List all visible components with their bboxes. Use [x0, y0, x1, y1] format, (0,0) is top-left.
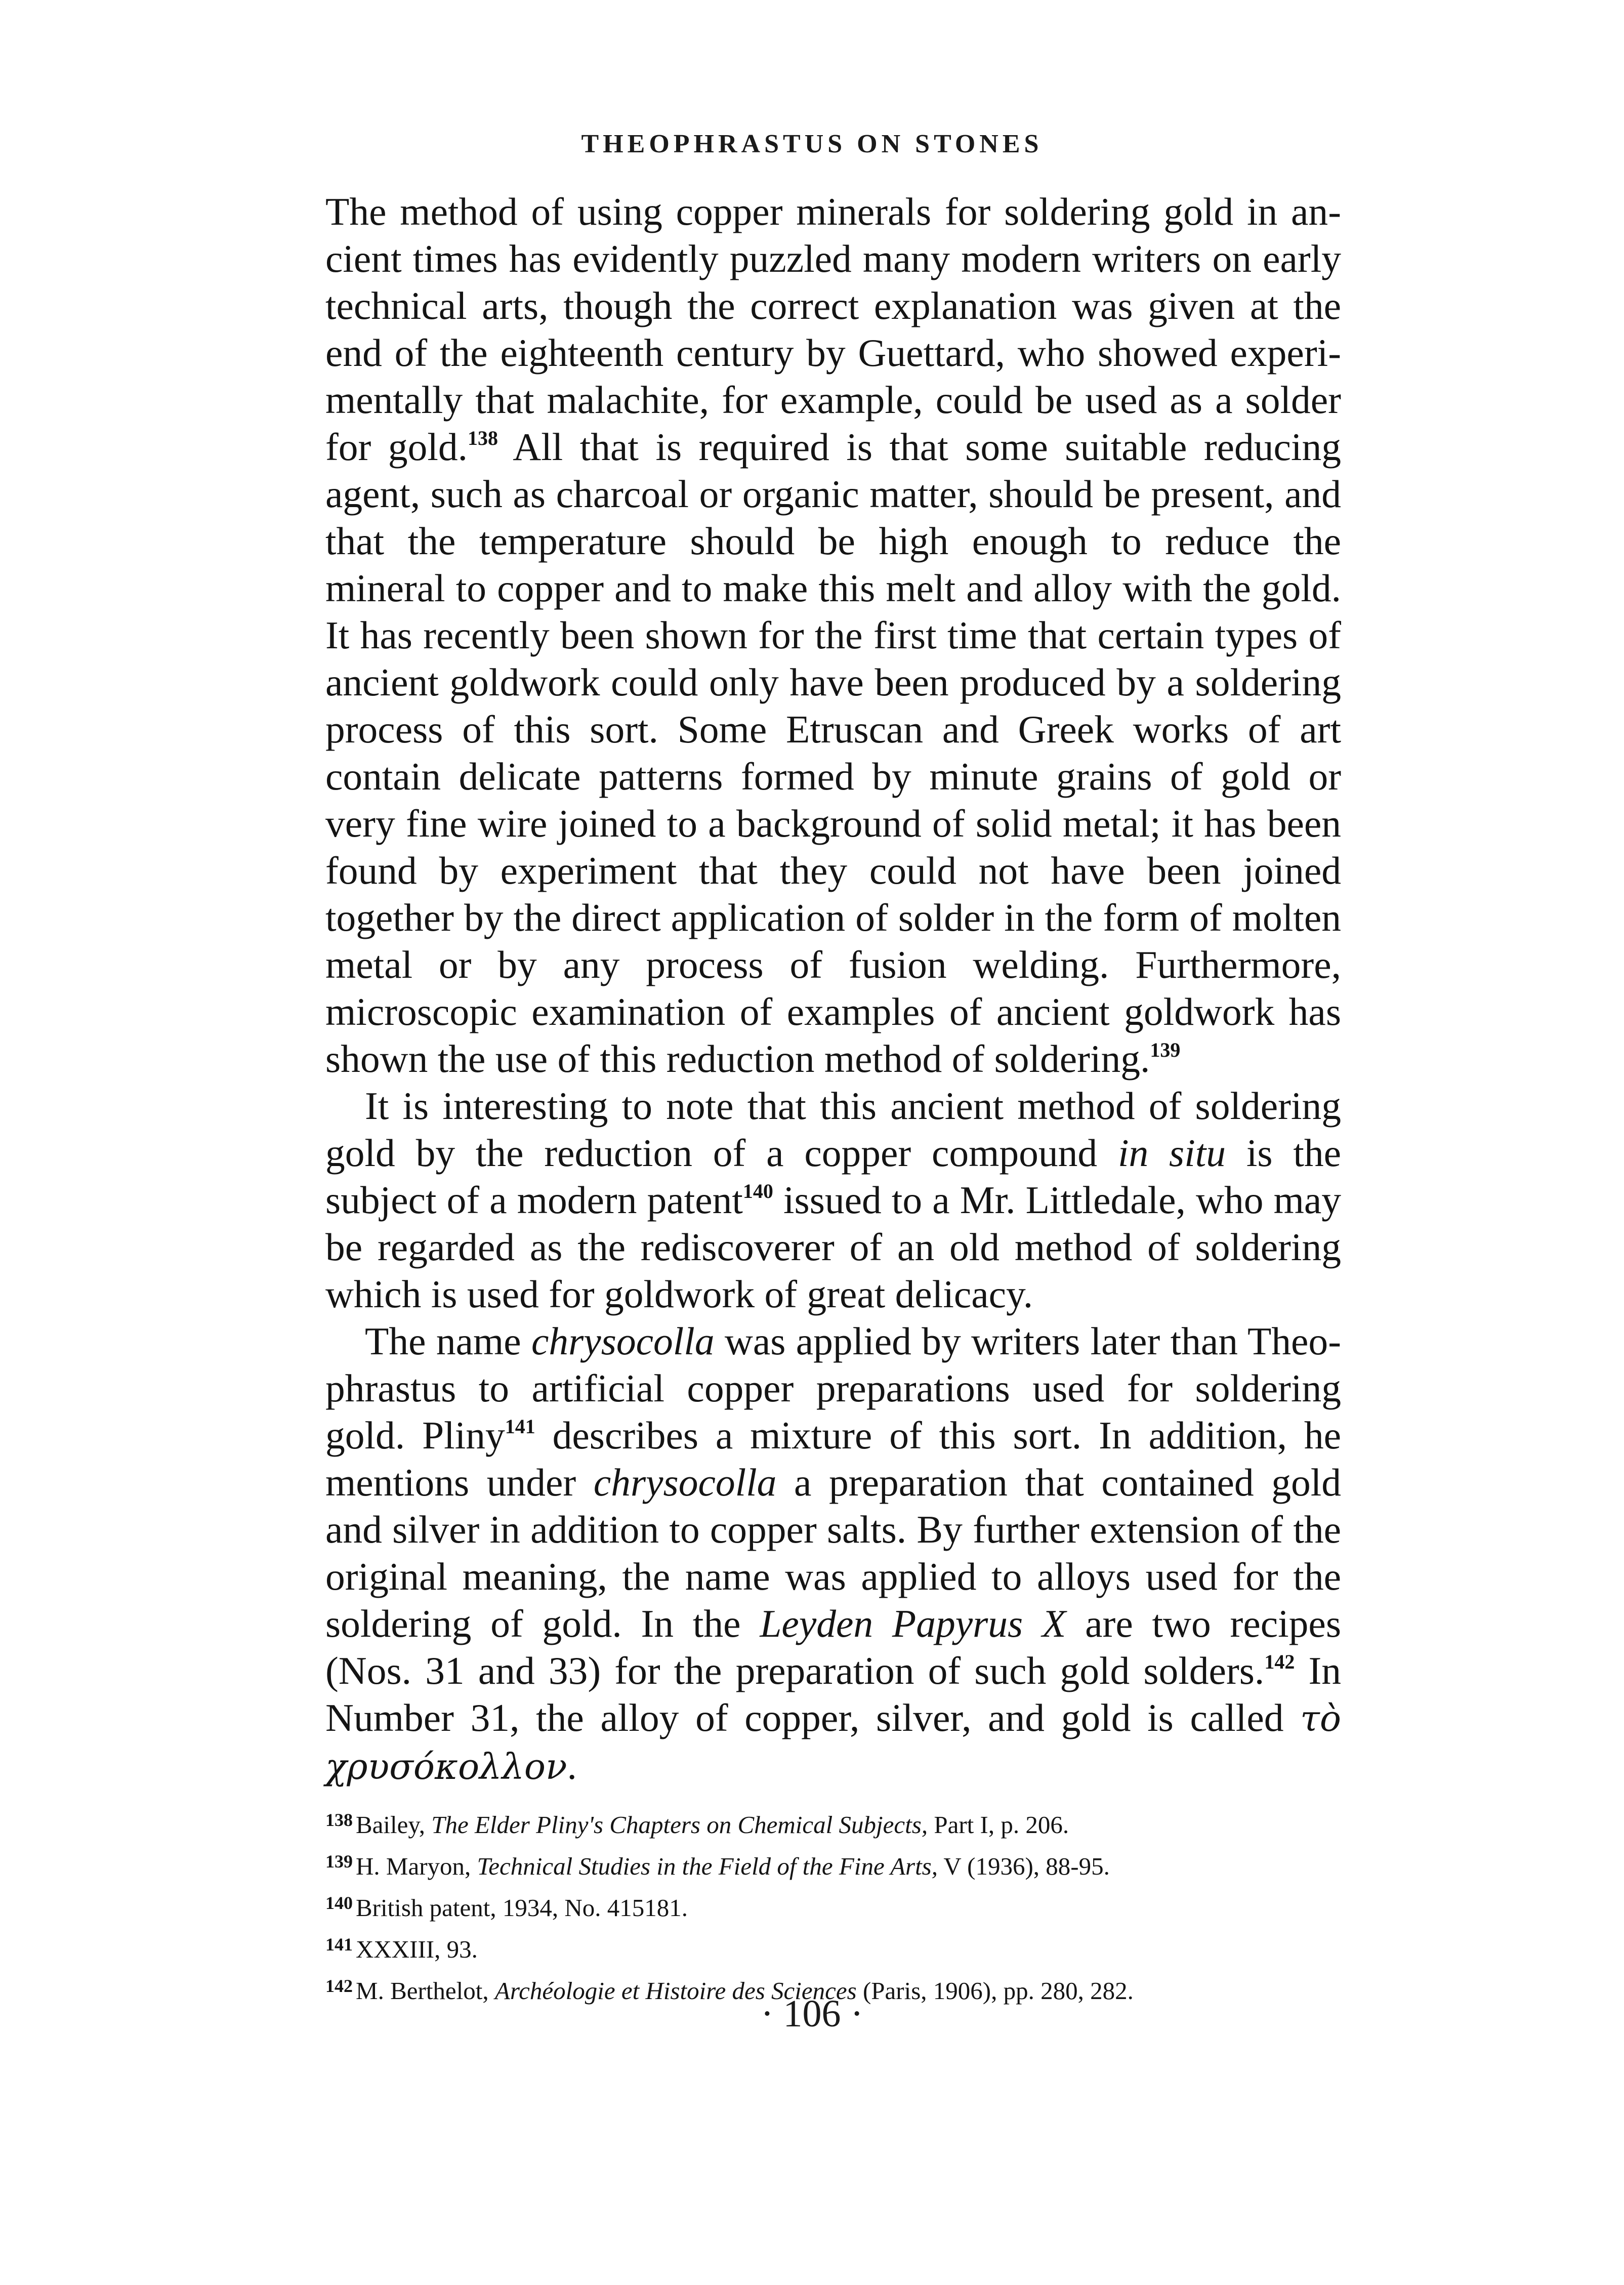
text-run: issued to a Mr. Littledale, who may be regarded as the rediscoverer of an old method of soldering which is used for goldwork of great delicacy.: [325, 1178, 1341, 1316]
footnote-text: Bailey,: [356, 1811, 432, 1839]
body-text: [325, 188, 1341, 1791]
footnote-139: [325, 1843, 1341, 1885]
footnote-text: (Paris, 1906), pp. 280, 282.: [856, 1977, 1134, 2005]
footnote-title: The Elder Pliny's Chapters on Chemical Subjects,: [431, 1811, 928, 1839]
italic-term: chrysocolla: [531, 1319, 715, 1363]
italic-term: in situ: [1117, 1131, 1226, 1175]
text-run: a preparation that contained gold and silver in addition to copper salts. By further extension of the original meaning, the name was applied to alloys used for the soldering of gold. In the: [325, 1461, 1341, 1645]
footnote-ref-138: 138: [468, 427, 498, 449]
footnote-ref-141: 141: [505, 1415, 535, 1438]
footnote-text: British patent, 1934, No. 415181.: [356, 1894, 688, 1922]
footnote-title: Archéologie et Histoire des Sciences: [494, 1977, 857, 2005]
footnote-text: M. Berthelot,: [356, 1977, 495, 2005]
footnote-138: [325, 1802, 1341, 1843]
footnote-ref-140: 140: [742, 1180, 773, 1202]
footnote-number: 142: [325, 1976, 353, 1996]
italic-title: Leyden Papyrus X: [760, 1602, 1066, 1645]
paragraph-1: [325, 188, 1341, 1083]
footnote-text: Part I, p. 206.: [928, 1811, 1069, 1839]
italic-term: chrysocolla: [593, 1461, 777, 1504]
footnote-number: 141: [325, 1934, 353, 1955]
text-run: The method of using copper minerals for soldering gold in ancient times has evidently puzzled many modern writers on early technical arts, though the correct explanation was given at the end of the eighteenth century by Guettard, who showed experimentally that malachite, for example, could be used as a solder for gold.: [325, 190, 1341, 469]
text-run: It is interesting to note that this ancient method of soldering gold by the reduction of a copper compound: [325, 1084, 1341, 1175]
paragraph-2: [325, 1083, 1341, 1318]
footnote-text: H. Maryon,: [356, 1852, 477, 1880]
footnote-number: 140: [325, 1893, 353, 1913]
footnote-text: V (1936), 88-95.: [938, 1852, 1110, 1880]
running-head: THEOPHRASTUS ON STONES: [581, 130, 1043, 158]
footnote-140: [325, 1885, 1341, 1926]
text-run: In Number 31, the alloy of copper, silver, and gold is called: [325, 1649, 1341, 1739]
text-run: was applied by writers later than Theophrastus to artificial copper preparations used for soldering gold. Pliny: [325, 1319, 1341, 1457]
footnote-ref-139: 139: [1150, 1038, 1181, 1061]
text-run: All that is required is that some suitable reducing agent, such as charcoal or organic matter, should be present, and that the temperature should be high enough to reduce the mineral to copper and to make this melt and alloy with the gold. It has recently been shown for the first time that certain types of ancient goldwork could only have been produced by a soldering process of this sort. Some Etruscan and Greek works of art contain delicate patterns formed by minute grains of gold or very fine wire joined to a background of solid metal; it has been found by experiment that they could not have been joined together by the direct application of solder in the form of molten metal or by any process of fusion welding. Furthermore, microscopic examination of examples of ancient goldwork has shown the use of this reduction method of soldering.: [325, 425, 1341, 1081]
footnote-title: Technical Studies in the Field of the Fine Arts,: [477, 1852, 938, 1880]
footnote-ref-142: 142: [1264, 1650, 1295, 1673]
text-run: describes a mixture of this sort. In addition, he mentions under: [325, 1414, 1341, 1504]
footnote-number: 139: [325, 1851, 353, 1872]
footnote-141: [325, 1926, 1341, 1968]
page-number: · 106 ·: [761, 1992, 863, 2035]
text-run: is the subject of a modern patent: [325, 1131, 1342, 1222]
footnote-text: XXXIII, 93.: [356, 1935, 478, 1963]
text-run: The name: [365, 1319, 531, 1363]
text-run: .: [567, 1744, 577, 1788]
footnotes: [325, 1802, 1341, 2009]
text-run: are two recipes (Nos. 31 and 33) for the preparation of such gold solders.: [325, 1602, 1341, 1692]
greek-term: τὸ χρυσόκολλον: [325, 1698, 1341, 1788]
footnote-number: 138: [325, 1810, 353, 1830]
paragraph-3: [325, 1318, 1341, 1791]
